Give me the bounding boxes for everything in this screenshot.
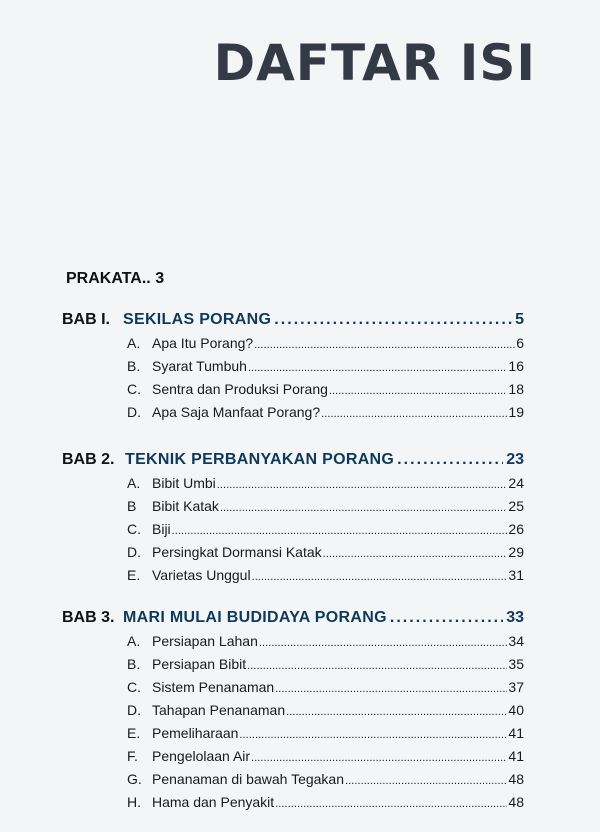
chapter-number: BAB 2. [62,451,115,468]
dot-leader [254,339,515,351]
entry-page: 19 [508,404,524,420]
entry-title: Bibit Umbi [152,475,216,491]
dot-leader [323,548,508,560]
dot-leader [275,683,507,695]
entry-title: Penanaman di bawah Tegakan [152,771,345,787]
section-list [62,475,524,590]
chapter-number: BAB I. [62,311,110,328]
entry-letter: E. [127,567,141,583]
entry-page: 34 [508,633,524,649]
chapter-heading[interactable] [62,451,524,475]
dot-leader [248,362,507,374]
entry-letter: A. [127,475,141,491]
dot-leader [217,479,508,491]
toc-entry[interactable] [62,725,524,748]
toc-entry[interactable] [62,335,524,358]
chapter-1 [62,311,524,427]
entry-title: Varietas Unggul [152,567,251,583]
entry-letter: A. [127,335,141,351]
page-title: DAFTAR ISI [213,34,536,92]
entry-title: Apa Itu Porang? [152,335,254,351]
entry-letter: C. [127,381,141,397]
entry-page: 6 [516,335,524,351]
entry-title: Tahapan Penanaman [152,702,286,718]
entry-title: Persiapan Bibit [152,656,247,672]
dot-leader [286,706,507,718]
prakata-page: 3 [155,270,165,287]
entry-title: Persingkat Dormansi Katak [152,544,322,560]
entry-letter: A. [127,633,141,649]
toc-entry[interactable] [62,771,524,794]
entry-letter: C. [127,679,141,695]
dot-leader [274,311,512,329]
toc-entry[interactable] [62,521,524,544]
dot-leader [251,752,507,764]
toc-entry[interactable] [62,794,524,817]
prakata-entry[interactable] [66,270,164,288]
toc-entry[interactable] [62,656,524,679]
chapter-2 [62,451,524,590]
entry-letter: D. [127,404,141,420]
entry-page: 40 [508,702,524,718]
entry-letter: B [127,498,137,514]
entry-page: 16 [508,358,524,374]
toc-entry[interactable] [62,544,524,567]
entry-page: 26 [508,521,524,537]
entry-title: Sentra dan Produksi Porang [152,381,328,397]
chapter-title: TEKNIK PERBANYAKAN PORANG [125,451,395,468]
section-list [62,335,524,427]
entry-letter: B. [127,656,141,672]
toc-entry[interactable] [62,358,524,381]
chapter-heading[interactable] [62,609,524,633]
entry-page: 24 [508,475,524,491]
dot-leader [390,609,503,627]
entry-page: 48 [508,771,524,787]
dot-leader [321,408,507,420]
dot-leader [220,502,507,514]
entry-page: 25 [508,498,524,514]
entry-letter: D. [127,544,141,560]
toc-entry[interactable] [62,475,524,498]
dot-leader [172,525,508,537]
entry-letter: F. [127,748,138,764]
entry-title: Pemeliharaan [152,725,239,741]
dot-leader [252,571,508,583]
entry-letter: H. [127,794,141,810]
entry-title: Syarat Tumbuh [152,358,247,374]
entry-letter: G. [127,771,142,787]
dot-leader [345,775,507,787]
chapter-page: 23 [506,451,524,468]
dot-leader [329,385,508,397]
toc-entry[interactable] [62,404,524,427]
prakata-label: PRAKATA.. [66,270,151,287]
section-list [62,633,524,817]
entry-page: 37 [508,679,524,695]
entry-page: 18 [508,381,524,397]
chapter-title: SEKILAS PORANG [123,311,272,328]
entry-letter: E. [127,725,141,741]
entry-page: 35 [508,656,524,672]
entry-page: 41 [508,725,524,741]
dot-leader [239,729,507,741]
chapter-3 [62,609,524,817]
entry-page: 31 [508,567,524,583]
dot-leader [247,660,507,672]
chapter-heading[interactable] [62,311,524,335]
entry-letter: C. [127,521,141,537]
entry-title: Hama dan Penyakit [152,794,275,810]
toc-entry[interactable] [62,567,524,590]
toc-entry[interactable] [62,702,524,725]
dot-leader [259,637,508,649]
toc-entry[interactable] [62,679,524,702]
entry-letter: D. [127,702,141,718]
entry-page: 48 [508,794,524,810]
dot-leader [275,798,507,810]
entry-page: 29 [508,544,524,560]
entry-letter: B. [127,358,141,374]
dot-leader [397,451,503,469]
toc-entry[interactable] [62,498,524,521]
entry-title: Sistem Penanaman [152,679,275,695]
entry-page: 41 [508,748,524,764]
chapter-page: 33 [506,609,524,626]
chapter-title: MARI MULAI BUDIDAYA PORANG [123,609,387,626]
chapter-number: BAB 3. [62,609,115,626]
toc-entry[interactable] [62,381,524,404]
toc-entry[interactable] [62,633,524,656]
entry-title: Bibit Katak [152,498,219,514]
entry-title: Biji [152,521,171,537]
entry-title: Apa Saja Manfaat Porang? [152,404,321,420]
entry-title: Pengelolaan Air [152,748,251,764]
chapter-page: 5 [515,311,524,328]
entry-title: Persiapan Lahan [152,633,258,649]
toc-entry[interactable] [62,748,524,771]
